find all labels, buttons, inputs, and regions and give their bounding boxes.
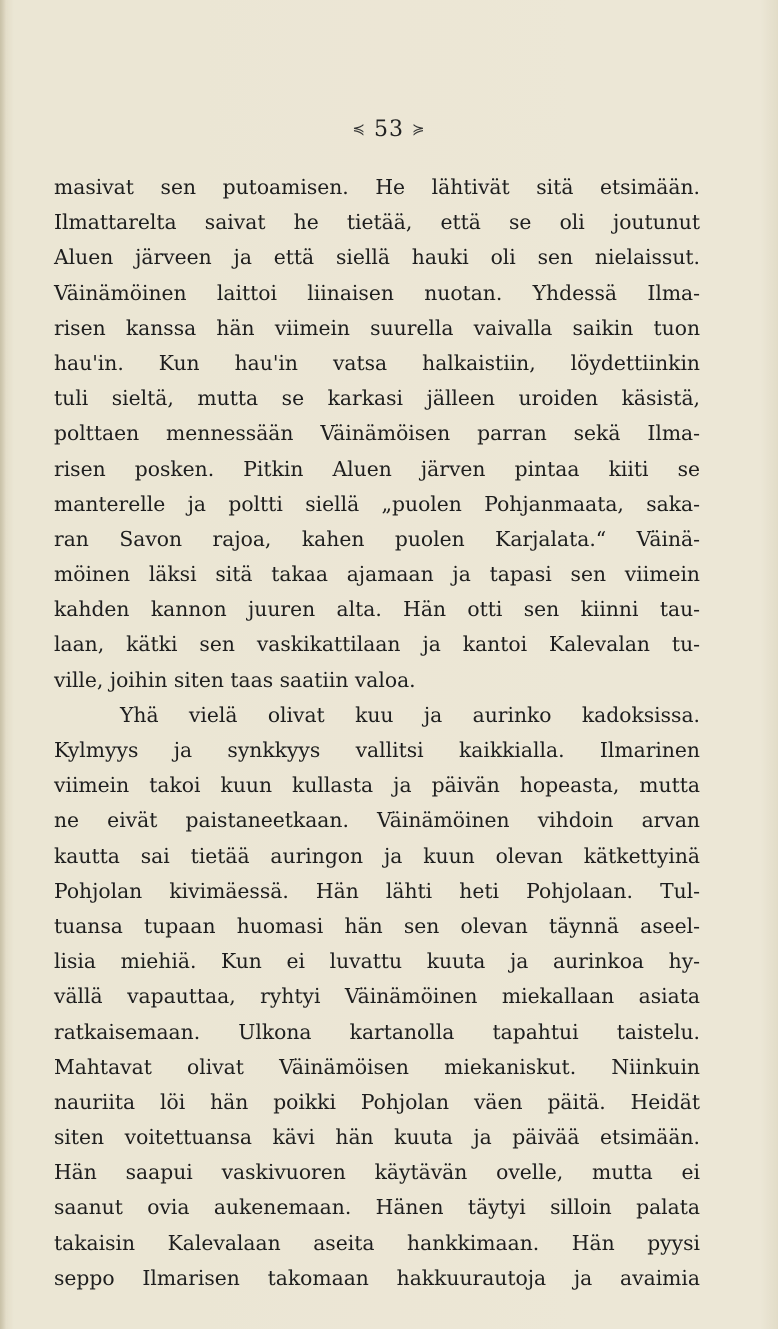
text-line: polttaen mennessään Väinämöisen parran sekä Ilma- <box>54 421 700 446</box>
text-line: Väinämöinen laittoi liinaisen nuotan. Yhdessä Ilma- <box>54 280 700 305</box>
text-line: saanut ovia aukenemaan. Hänen täytyi silloin palata <box>54 1195 700 1220</box>
text-line: manterelle ja poltti siellä „puolen Pohjanmaata, saka- <box>54 491 700 516</box>
text-line: siten voitettuansa kävi hän kuuta ja päivää etsimään. <box>54 1125 700 1150</box>
text-line: Ilmattarelta saivat he tietää, että se oli joutunut <box>54 210 700 235</box>
paragraph-end-line: ville, joihin siten taas saatiin valoa. <box>54 667 416 692</box>
text-line: lisia miehiä. Kun ei luvattu kuuta ja aurinkoa hy- <box>54 949 700 974</box>
page-spine-shadow <box>0 0 6 1329</box>
text-line: Kylmyys ja synkkyys vallitsi kaikkialla. Ilmarinen <box>54 738 700 762</box>
text-line: kautta sai tietää auringon ja kuun olevan kätkettyinä <box>54 843 700 868</box>
text-line: kahden kannon juuren alta. Hän otti sen kiinni tau- <box>54 597 700 622</box>
text-line: laan, kätki sen vaskikattilaan ja kantoi Kalevalan tu- <box>54 632 700 657</box>
text-line: risen posken. Pitkin Aluen järven pintaa kiiti se <box>54 456 700 481</box>
text-line: masivat sen putoamisen. He lähtivät sitä etsimään. <box>54 175 700 199</box>
left-ornament: ≼ <box>352 120 366 138</box>
right-ornament: ≽ <box>412 120 426 138</box>
text-line: vällä vapauttaa, ryhtyi Väinämöinen miekallaan asiata <box>54 984 700 1009</box>
text-line: möinen läksi sitä takaa ajamaan ja tapasi sen viimein <box>54 562 700 587</box>
body-text <box>54 170 700 1296</box>
text-line: tuansa tupaan huomasi hän sen olevan täynnä aseel- <box>54 913 700 938</box>
text-line: Mahtavat olivat Väinämöisen miekaniskut. Niinkuin <box>54 1054 700 1079</box>
text-line: nauriita löi hän poikki Pohjolan väen päitä. Heidät <box>54 1089 700 1114</box>
page-header <box>0 117 778 142</box>
paragraph-start-line: Yhä vielä olivat kuu ja aurinko kadoksissa. <box>120 702 700 727</box>
text-line: seppo Ilmarisen takomaan hakkuurautoja ja avaimia <box>54 1265 700 1290</box>
text-line: hau'in. Kun hau'in vatsa halkaistiin, löydettiinkin <box>54 350 700 375</box>
text-line: Aluen järveen ja että siellä hauki oli sen nielaissut. <box>54 245 700 270</box>
text-line: tuli sieltä, mutta se karkasi jälleen uroiden käsistä, <box>54 386 700 411</box>
text-line: Hän saapui vaskivuoren käytävän ovelle, mutta ei <box>54 1160 700 1185</box>
text-line: ran Savon rajoa, kahen puolen Karjalata.“ Väinä- <box>54 526 700 551</box>
text-line: viimein takoi kuun kullasta ja päivän hopeasta, mutta <box>54 773 700 798</box>
text-line: ne eivät paistaneetkaan. Väinämöinen vihdoin arvan <box>54 808 700 833</box>
page-number: 53 <box>374 117 404 142</box>
text-line: takaisin Kalevalaan aseita hankkimaan. Hän pyysi <box>54 1230 700 1255</box>
text-line: Pohjolan kivimäessä. Hän lähti heti Pohjolaan. Tul- <box>54 878 700 903</box>
text-line: ratkaisemaan. Ulkona kartanolla tapahtui taistelu. <box>54 1019 700 1044</box>
text-line: risen kanssa hän viimein suurella vaivalla saikin tuon <box>54 315 700 340</box>
